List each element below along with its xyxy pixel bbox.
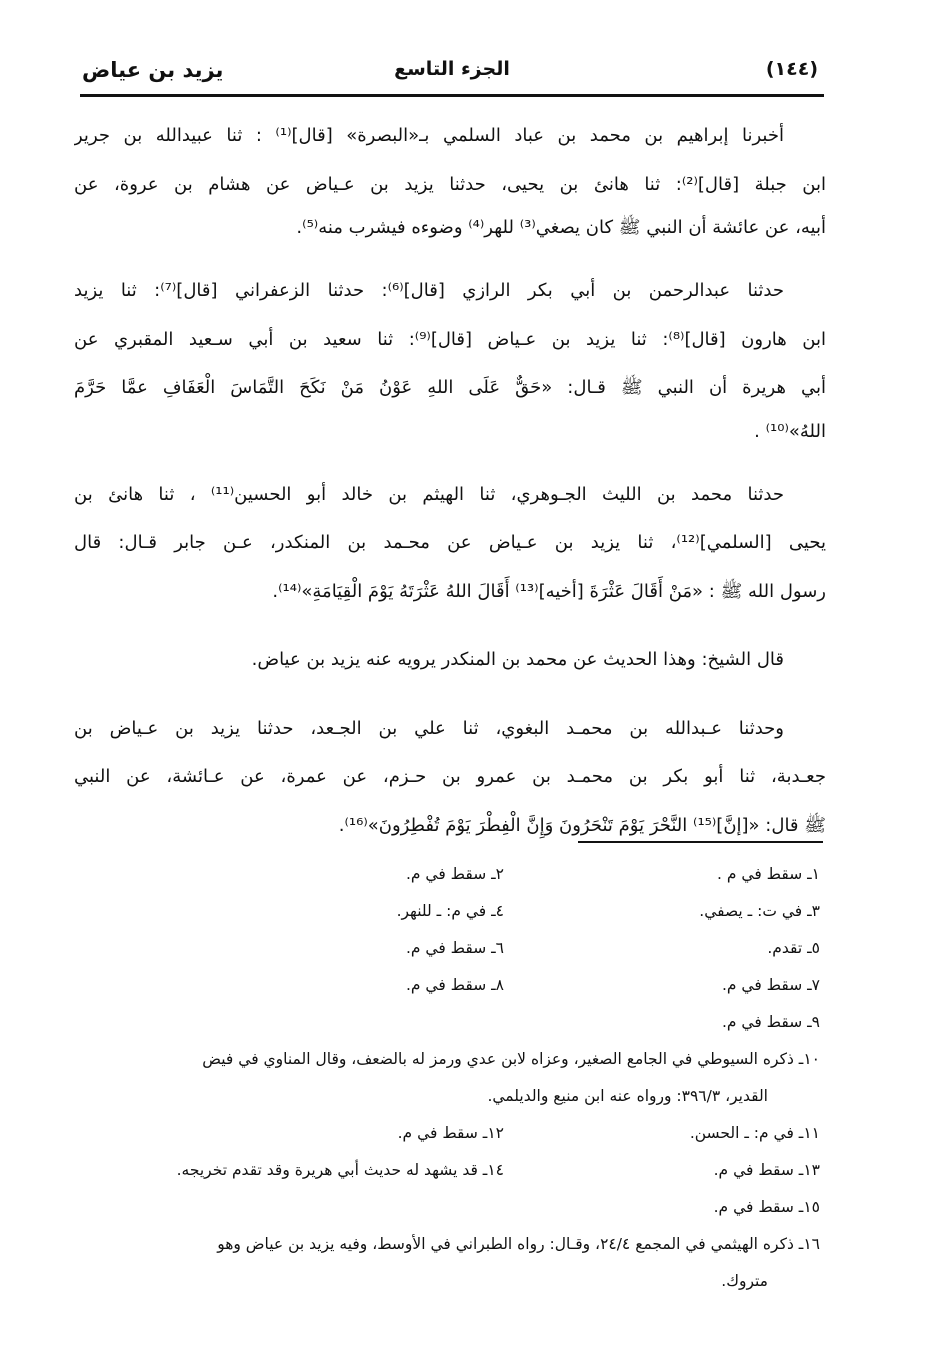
footnote-line: ١٠ـ ذكره السيوطي في الجامع الصغير، وعزاه لابن عدي ورمز له بالضعف، وقال المناوي في فيض [202, 1050, 820, 1068]
footnote: ٩ـ سقط في م. [721, 1013, 820, 1031]
text-line: حدثنا عبدالرحمن بن أبي بكر الرازي [قال]⁽⁶⁾: حدثنا الزعفراني [قال]⁽⁷⁾: ثنا يزيد [74, 280, 784, 301]
footnote-16 [80, 1226, 822, 1300]
footnote: ٦ـ سقط في م. [405, 939, 504, 957]
hadith-paragraph [74, 471, 826, 617]
footnote: ٥ـ تقدم. [767, 939, 820, 957]
footnote: ١ـ سقط في م . [717, 865, 820, 883]
text-line: ابن جبلة [قال]⁽²⁾: ثنا هانئ بن يحيى، حدثنا يزيد بن عـياض عن هشام بن عروة، عن [74, 173, 826, 195]
footnote: ١٥ـ سقط في م. [713, 1198, 820, 1216]
footnote: ٤ـ في م: ـ للنهر. [396, 902, 504, 920]
text-line: ابن هارون [قال]⁽⁸⁾: ثنا يزيد بن عـياض [قال]⁽⁹⁾: ثنا سعيد بن أبي سـعيد المقبري عن [74, 328, 826, 350]
volume-title: الجزء التاسع [394, 58, 510, 80]
text-line: حدثنا محمد بن الليث الجـوهري، ثنا الهيثم بن خالد أبو الحسين⁽¹¹⁾ ، ثنا هانئ بن [74, 483, 784, 505]
main-text [74, 112, 826, 870]
footnote: ٧ـ سقط في م. [721, 976, 820, 994]
text-line: يحيى [السلمي]⁽¹²⁾، ثنا يزيد بن عـياض عن محـمد بن المنكدر، عـن جابر قـال: قال [74, 532, 826, 553]
text-line: ﷺ قال: «[إنَّ]⁽¹⁵⁾ النَّحْرَ يَوْمَ تَنْحَرُونَ وَإِنَّ الْفِطْرَ يَوْمَ تُفْطِرُونَ»⁽¹⁶⁾. [338, 814, 826, 836]
footnote-row [80, 856, 822, 893]
text-line: أبي هريرة أن النبي ﷺ قـال: «حَقٌّ عَلَى اللهِ عَوْنُ مَنْ نَكَحَ التَّمَاسَ الْعَفَافِ عمَّا حَرَّمَ [74, 377, 826, 398]
hadith-paragraph [74, 112, 826, 247]
footnotes [80, 856, 822, 1300]
text-line: قال الشيخ: وهذا الحديث عن محمد بن المنكدر يرويه عنه يزيد بن عياض. [251, 649, 784, 670]
footnote-line: ١٦ـ ذكره الهيثمي في المجمع ٢٤/٤، وقـال: رواه الطبراني في الأوسط، وفيه يزيد بن عياض وهو [217, 1235, 820, 1253]
text-line: وحدثنا عـبدالله بن محمـد البغوي، ثنا علي بن الجـعد، حدثنا يزيد بن عـياض بن [74, 717, 784, 739]
footnote-row [80, 967, 822, 1004]
footnote: ١٢ـ سقط في م. [397, 1124, 504, 1142]
text-line: جعـدبة، ثنا أبو بكر بن محمـد بن عمرو بن حـزم، عن عمرة، عن عـائشة، عن النبي [74, 766, 826, 787]
footnote-row [80, 930, 822, 967]
footnote: ١٤ـ قد يشهد له حديث أبي هريرة وقد تقدم تخريجه. [176, 1161, 504, 1179]
page-number: (١٤٤) [765, 58, 818, 80]
footnote: ١٣ـ سقط في م. [713, 1161, 820, 1179]
text-line: اللهُ»⁽¹⁰⁾ . [754, 420, 826, 442]
footnote-row [80, 1152, 822, 1189]
footnote-separator [578, 841, 823, 843]
footnote-row [80, 1115, 822, 1152]
header-rule [80, 94, 824, 97]
hadith-paragraph [74, 705, 826, 851]
footnote-row [80, 1004, 822, 1041]
sheikh-comment [74, 636, 826, 685]
text-line: رسول الله ﷺ : «مَنْ أَقَالَ عَثْرَةَ [أخيه]⁽¹³⁾ أَقَالَ اللهُ عَثْرَتَهُ يَوْمَ الْقِيَامَةِ»⁽¹⁴⁾. [272, 580, 826, 602]
footnote-line: القدير، ٣٩٦/٣: ورواه عنه ابن منيع والديلمي. [487, 1087, 768, 1105]
running-header [80, 56, 824, 92]
footnote: ٨ـ سقط في م. [405, 976, 504, 994]
footnote-line: متروك. [721, 1272, 768, 1290]
footnote: ١١ـ في م: ـ الحسن. [689, 1124, 820, 1142]
footnote-10 [80, 1041, 822, 1115]
chapter-title: يزيد بن عياض [82, 58, 224, 82]
text-line: أبيه، عن عائشة أن النبي ﷺ كان يصغي⁽³⁾ للهر⁽⁴⁾ وضوءه فيشرب منه⁽⁵⁾. [296, 217, 826, 238]
text-line: أخبرنا إبراهيم بن محمد بن عباد السلمي بـ«البصرة» [قال]⁽¹⁾ : ثنا عبيدالله بن جرير [74, 125, 784, 146]
footnote-row [80, 1189, 822, 1226]
footnote-row [80, 893, 822, 930]
hadith-paragraph [74, 267, 826, 451]
footnote: ٢ـ سقط في م. [405, 865, 504, 883]
footnote: ٣ـ في ت: ـ يصفي. [699, 902, 820, 920]
